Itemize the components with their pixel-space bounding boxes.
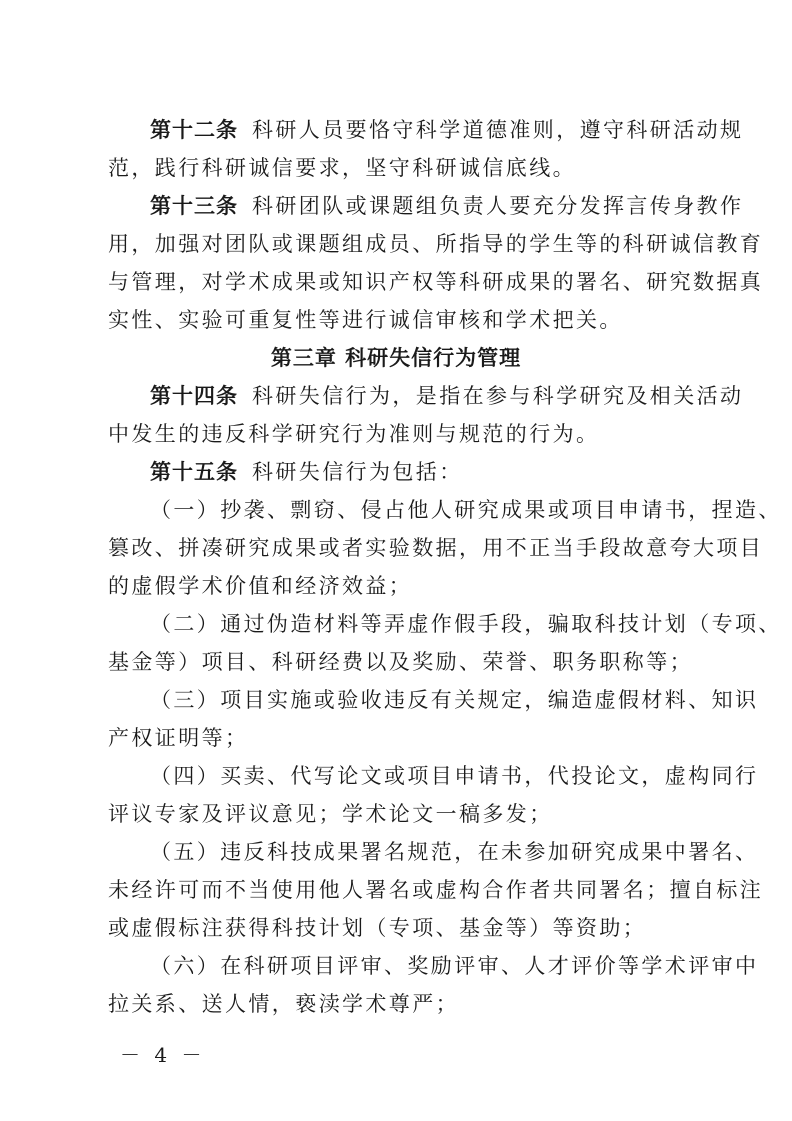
article-14-line-1 — [150, 379, 744, 413]
item-2-line-2: 基金等）项目、科研经费以及奖励、荣誉、职务职称等； — [108, 650, 693, 674]
article-13-line-2: 用，加强对团队或课题组成员、所指导的学生等的科研诚信教育 — [108, 232, 764, 256]
page-number: － 4 － — [120, 1043, 206, 1067]
item-6-line-1: （六）在科研项目评审、奖励评审、人才评价等学术评审中 — [150, 954, 759, 978]
item-3-line-1: （三）项目实施或验收违反有关规定，编造虚假材料、知识 — [150, 688, 759, 712]
article-12-line-2: 范，践行科研诚信要求，坚守科研诚信底线。 — [108, 156, 576, 180]
item-1-line-2: 篡改、拼凑研究成果或者实验数据，用不正当手段故意夸大项目 — [108, 536, 764, 560]
item-5-line-1: （五）违反科技成果署名规范，在未参加研究成果中署名、 — [150, 840, 759, 864]
article-12-line-1 — [150, 113, 744, 147]
article-13-line-1 — [150, 189, 744, 223]
article-13-line-3: 与管理，对学术成果或知识产权等科研成果的署名、研究数据真 — [108, 270, 764, 294]
item-5-line-3: 或虚假标注获得科技计划（专项、基金等）等资助； — [108, 916, 647, 940]
item-4-line-2: 评议专家及评议意见；学术论文一稿多发； — [108, 802, 553, 826]
item-3-line-2: 产权证明等； — [108, 726, 249, 750]
article-12-text-1: 科研人员要恪守科学道德准则，遵守科研活动规 — [252, 118, 744, 142]
item-2-line-1: （二）通过伪造材料等弄虚作假手段，骗取科技计划（专项、 — [150, 612, 782, 636]
item-4-line-1: （四）买卖、代写论文或项目申请书，代投论文，虚构同行 — [150, 764, 759, 788]
chapter-3-heading: 第三章 科研失信行为管理 — [270, 346, 522, 370]
article-14-line-2: 中发生的违反科学研究行为准则与规范的行为。 — [108, 422, 600, 446]
item-6-line-2: 拉关系、送人情，亵渎学术尊严； — [108, 992, 459, 1016]
article-13-label: 第十三条 — [150, 194, 238, 218]
item-5-line-2: 未经许可而不当使用他人署名或虚构合作者共同署名；擅自标注 — [108, 878, 764, 902]
article-13-line-4: 实性、实验可重复性等进行诚信审核和学术把关。 — [108, 308, 623, 332]
item-1-line-3: 的虚假学术价值和经济效益； — [108, 574, 413, 598]
article-15-label: 第十五条 — [150, 460, 238, 484]
article-13-text-1: 科研团队或课题组负责人要充分发挥言传身教作 — [252, 194, 744, 218]
article-14-text-1: 科研失信行为，是指在参与科学研究及相关活动 — [252, 384, 744, 408]
article-12-label: 第十二条 — [150, 118, 238, 142]
article-14-label: 第十四条 — [150, 384, 238, 408]
article-15-line-1 — [150, 455, 706, 489]
item-1-line-1: （一）抄袭、剽窃、侵占他人研究成果或项目申请书，捏造、 — [150, 498, 782, 522]
article-15-intro: 科研失信行为包括： — [252, 460, 463, 484]
